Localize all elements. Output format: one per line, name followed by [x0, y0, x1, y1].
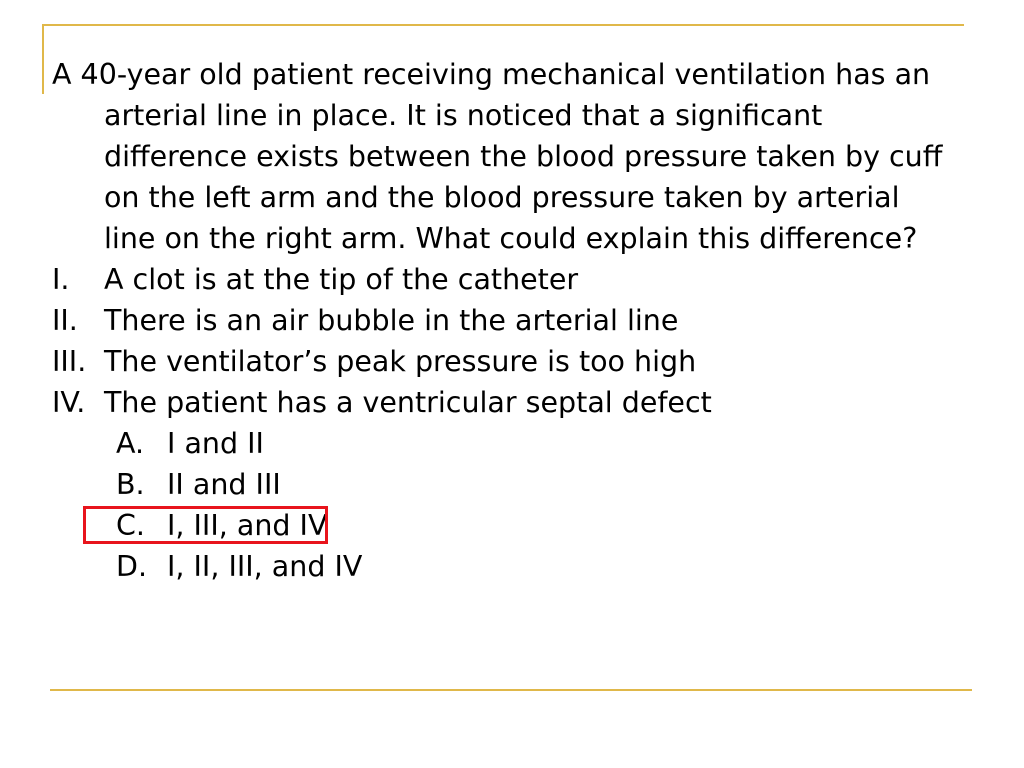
answer-option-d: [52, 546, 952, 587]
question-text: A 40-year old patient receiving mechanical ventilation has an arterial line in place. It is noticed that a significant difference exists between the blood pressure taken by cuff on the left arm and the blood pressure taken by arterial line on the right arm. What could explain this difference?: [52, 58, 943, 255]
statement-number: III.: [52, 345, 87, 378]
option-letter: B.: [116, 468, 145, 501]
option-letter: D.: [116, 550, 148, 583]
option-letter: A.: [116, 427, 145, 460]
left-rule: [42, 24, 44, 94]
statement-text: There is an air bubble in the arterial line: [104, 304, 679, 337]
option-text: I, II, III, and IV: [167, 550, 363, 583]
option-text: II and III: [167, 468, 281, 501]
statement-text: The ventilator’s peak pressure is too high: [104, 345, 697, 378]
option-text: I, III, and IV: [167, 509, 328, 542]
statement-number: II.: [52, 304, 78, 337]
statement-item: [52, 259, 952, 300]
answer-option-list: [52, 423, 952, 587]
option-text: I and II: [167, 427, 264, 460]
statement-text: A clot is at the tip of the catheter: [104, 263, 579, 296]
option-letter: C.: [116, 509, 145, 542]
statement-text: The patient has a ventricular septal defect: [104, 386, 712, 419]
statement-number: IV.: [52, 386, 86, 419]
statement-number: I.: [52, 263, 70, 296]
answer-option-b: [52, 464, 952, 505]
statement-item: [52, 382, 952, 423]
statement-item: [52, 341, 952, 382]
top-rule: [44, 24, 964, 26]
answer-option-a: [52, 423, 952, 464]
statement-item: [52, 300, 952, 341]
statement-list: [52, 259, 952, 423]
bottom-rule: [50, 689, 972, 691]
correct-answer-highlight: [83, 506, 328, 544]
